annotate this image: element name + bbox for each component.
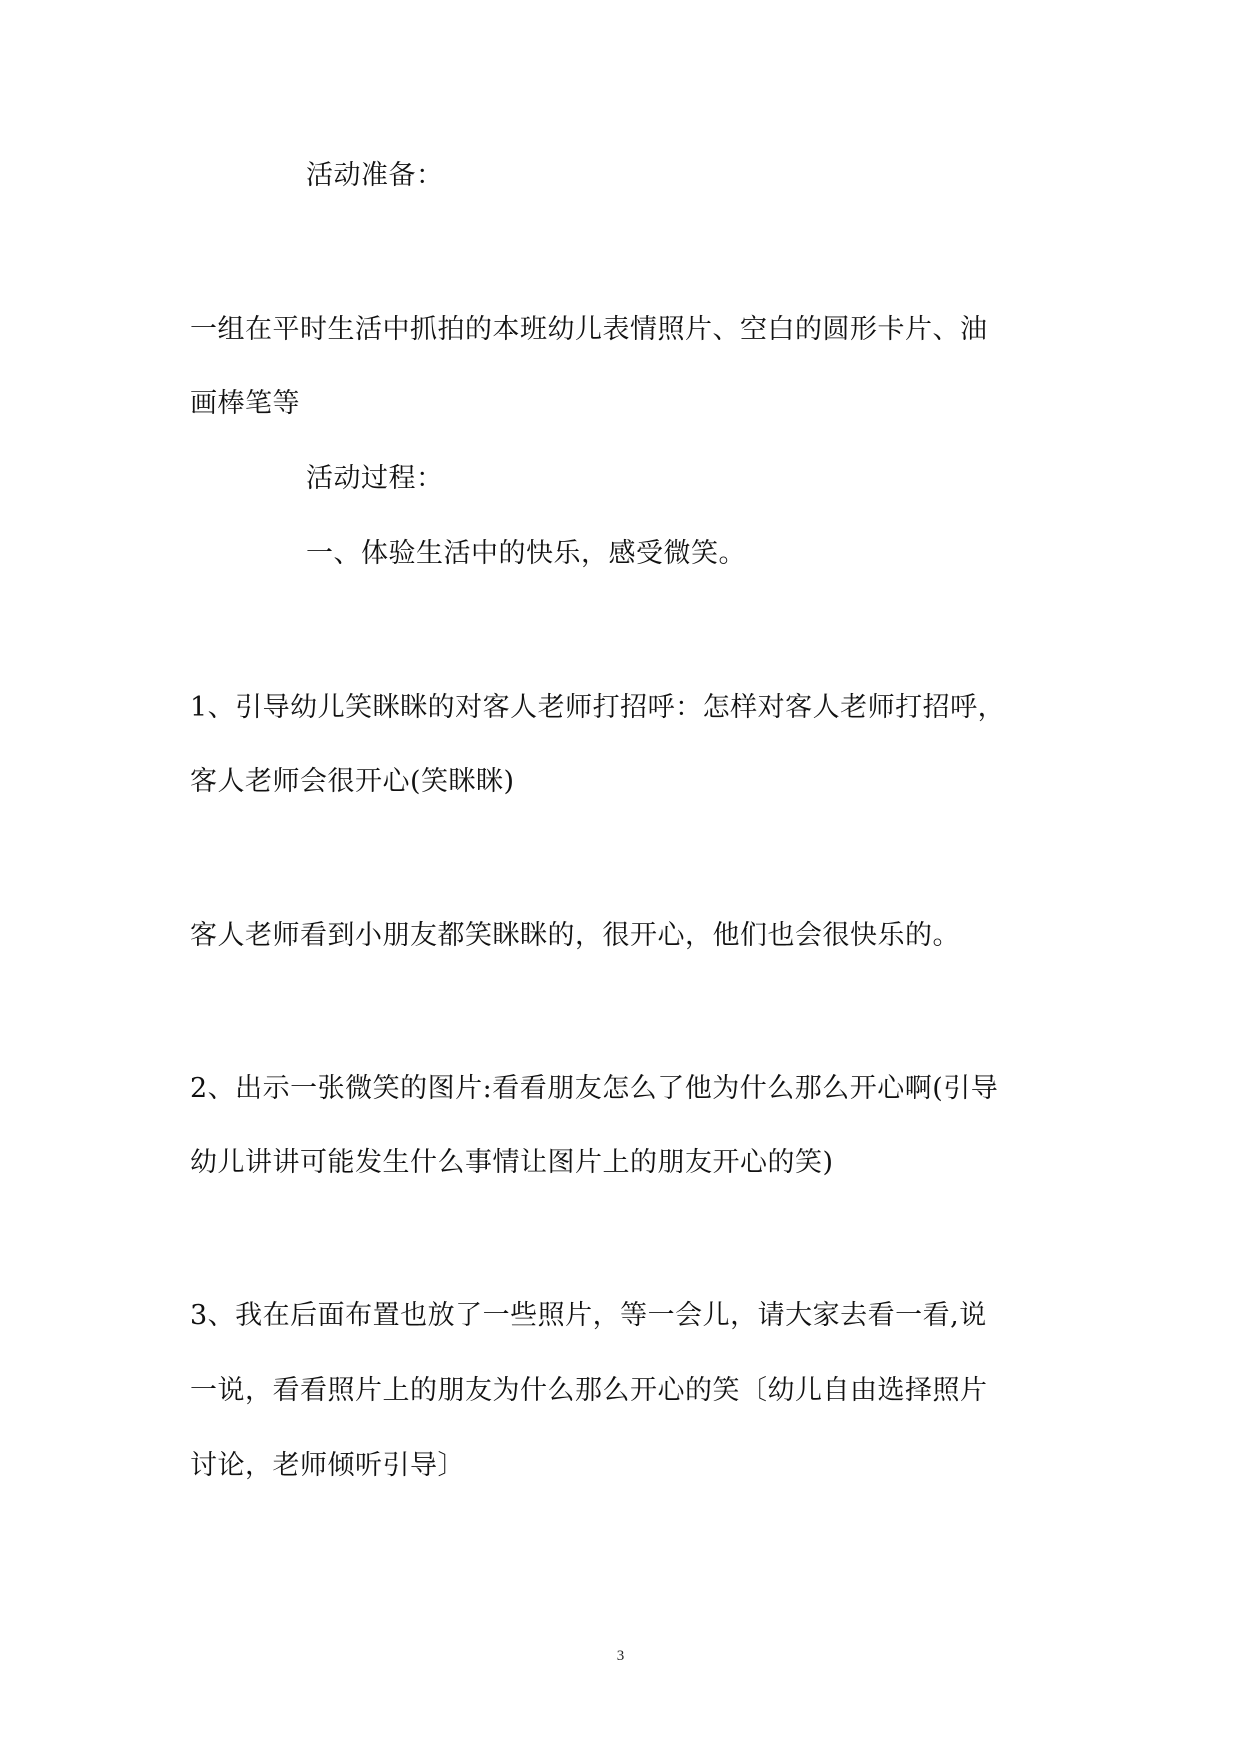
page-number: 3	[616, 1648, 625, 1664]
materials-line-1: 一组在平时生活中抓拍的本班幼儿表情照片、空白的圆形卡片、油	[190, 314, 988, 345]
item-1-line-1: 1、引导幼儿笑眯眯的对客人老师打招呼：怎样对客人老师打招呼，	[190, 692, 1006, 723]
item-3-line-3: 讨论，老师倾听引导〕	[190, 1450, 465, 1481]
item-1-line-2: 客人老师会很开心(笑眯眯)	[190, 766, 515, 797]
prep-heading: 活动准备：	[306, 160, 444, 191]
section-one-heading: 一、体验生活中的快乐，感受微笑。	[306, 538, 746, 569]
paragraph-guests: 客人老师看到小朋友都笑眯眯的，很开心，他们也会很快乐的。	[190, 920, 960, 951]
item-3-line-2: 一说，看看照片上的朋友为什么那么开心的笑〔幼儿自由选择照片	[190, 1375, 988, 1406]
process-heading: 活动过程：	[306, 463, 444, 494]
item-2-line-2: 幼儿讲讲可能发生什么事情让图片上的朋友开心的笑)	[190, 1147, 834, 1178]
materials-line-2: 画棒笔等	[190, 388, 300, 419]
item-3-line-1: 3、我在后面布置也放了一些照片，等一会儿，请大家去看一看,说	[190, 1300, 987, 1331]
item-2-line-1: 2、出示一张微笑的图片:看看朋友怎么了他为什么那么开心啊(引导	[190, 1073, 999, 1104]
